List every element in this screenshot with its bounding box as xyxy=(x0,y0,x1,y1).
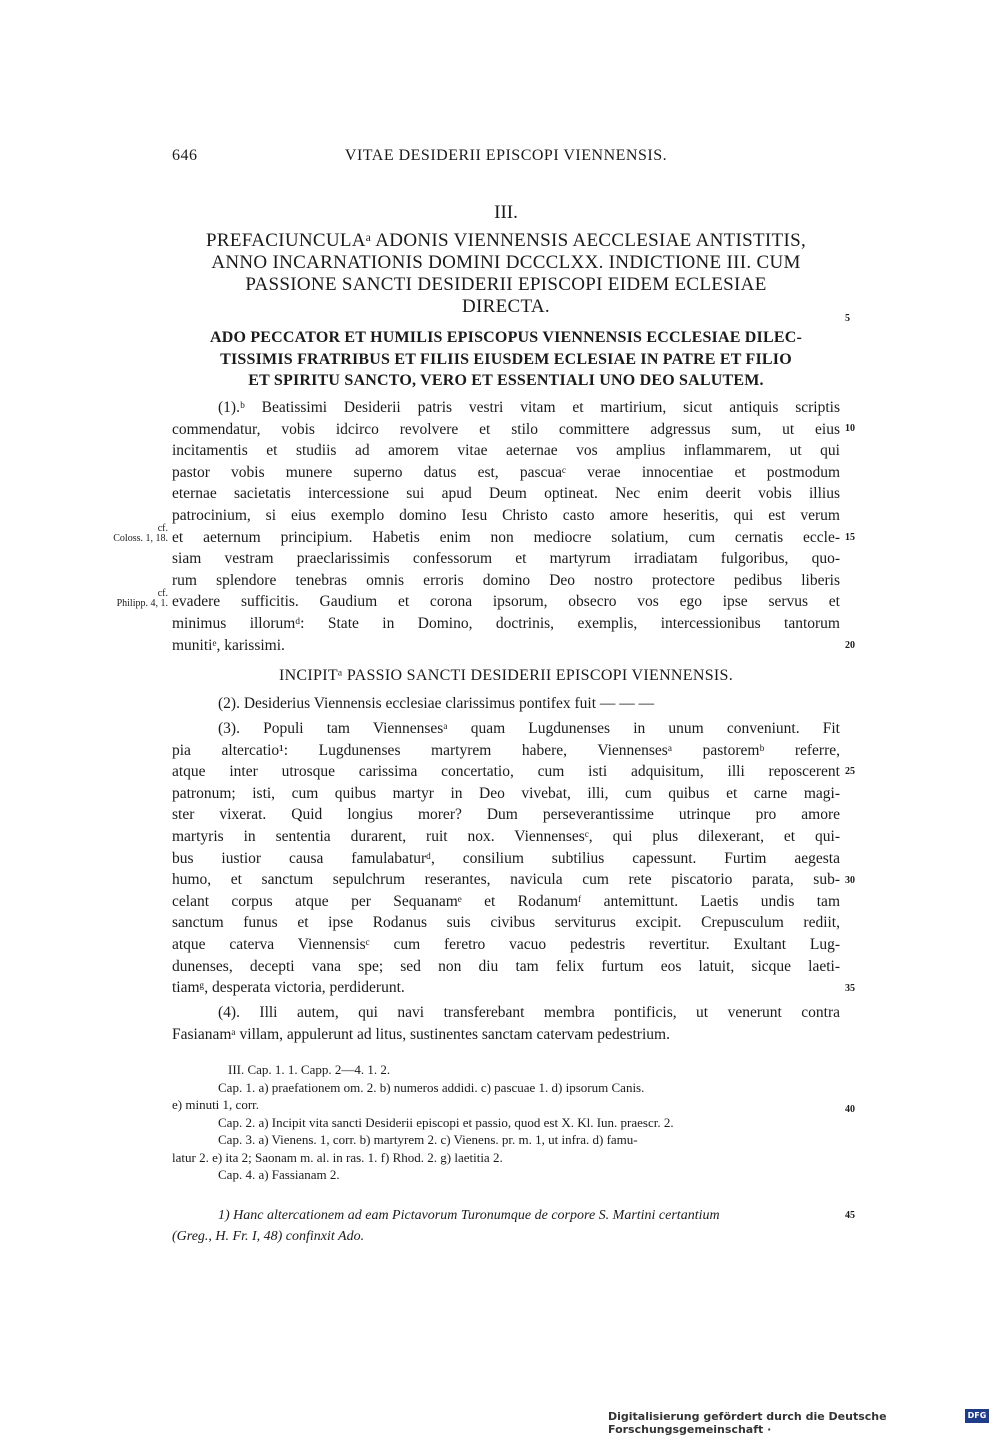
text-line: patronum; isti, cum quibus martyr in Deo vivebat, illi, cum quibus et carne magi- xyxy=(172,784,840,802)
footnote xyxy=(172,1205,840,1247)
title-line: PASSIONE SANCTI DESIDERII EPISCOPI EIDEM ECLESIAE xyxy=(245,274,767,295)
page-number: 646 xyxy=(172,147,198,164)
line-number: 5 xyxy=(845,313,850,324)
margin-citation: Philipp. 4, 1. xyxy=(116,598,168,609)
apparatus-line: Cap. 1. a) praefationem om. 2. b) numeros addidi. c) pascuae 1. d) ipsorum Canis. xyxy=(218,1079,645,1095)
text-line: (4). Illi autem, qui navi transferebant membra pontificis, ut venerunt contra xyxy=(218,1004,840,1021)
salutation xyxy=(172,327,840,392)
paragraph-2 xyxy=(172,693,840,715)
margin-reference xyxy=(94,589,168,609)
critical-apparatus xyxy=(172,1061,840,1184)
text-line: humo, et sanctum sepulchrum reserantes, navicula cum rete piscatorio parata, sub- xyxy=(172,871,840,889)
text-line: pastor vobis munere superno datus est, pascuaᶜ verae innocentiae et postmodum xyxy=(172,463,840,481)
apparatus-line: latur 2. e) ita 2; Saonam m. al. in ras. 1. f) Rhod. 2. g) laetitia 2. xyxy=(172,1149,503,1165)
text-line: evadere sufficitis. Gaudium et corona ipsorum, obsecro vos ego ipse servus et xyxy=(172,593,840,611)
paragraph-4 xyxy=(172,1002,840,1045)
margin-citation: Coloss. 1, 18. xyxy=(113,533,168,544)
text-line: sanctum funus et ipse Rodanus suis civibus serviturus excipit. Crepusculum rediit, xyxy=(172,914,840,932)
margin-cf: cf. xyxy=(157,523,168,534)
apparatus-line: Cap. 3. a) Vienens. 1, corr. b) martyrem 2. c) Vienens. pr. m. 1, ut infra. d) famu- xyxy=(218,1132,638,1147)
footnote-line: 1) Hanc altercationem ad eam Pictavorum Turonumque de corpore S. Martini certantium xyxy=(218,1208,720,1223)
section-title xyxy=(172,230,840,318)
text-line: (3). Populi tam Viennensesᵃ quam Lugdunenses in unum conveniunt. Fit xyxy=(218,720,840,737)
text-line: commendatur, vobis idcirco revolvere et stilo committere adgressus sum, ut eius xyxy=(172,420,840,438)
text-line: martyris in sententia durarent, ruit nox. Viennensesᶜ, qui plus dilexerant, et qui- xyxy=(172,827,840,845)
text-line: bus iustior causa famulabaturᵈ, consilium subtilius capessunt. Furtim aegesta xyxy=(172,849,840,867)
text-line: tiamᵍ, desperata victoria, perdiderunt. xyxy=(172,979,405,997)
paragraph-1 xyxy=(172,397,840,656)
incipit-heading: INCIPITᵃ PASSIO SANCTI DESIDERII EPISCOPI VIENNENSIS. xyxy=(278,667,734,684)
paragraph-3 xyxy=(172,718,840,999)
apparatus-line: Cap. 4. a) Fassianam 2. xyxy=(218,1167,340,1182)
text-line: atque inter utrosque carissima concertatio, cum isti adquisitum, illi reposcerent xyxy=(172,763,840,781)
footnote-line: (Greg., H. Fr. I, 48) confinxit Ado. xyxy=(172,1229,365,1244)
line-number: 45 xyxy=(845,1210,855,1221)
line-number: 20 xyxy=(845,640,855,651)
salutation-line: ET SPIRITU SANCTO, VERO ET ESSENTIALI UNO DEO SALUTEM. xyxy=(248,372,764,389)
text-line: (1).ᵇ Beatissimi Desiderii patris vestri vitam et martirium, sicut antiquis scriptis xyxy=(218,399,840,416)
text-line: incitamentis et studiis ad amorem vitae aeternae vos amplius inflammarem, ut qui xyxy=(172,442,840,460)
title-line: PREFACIUNCULAᵃ ADONIS VIENNENSIS AECCLESIAE ANTISTITIS, xyxy=(206,230,806,251)
section-number: III. xyxy=(494,202,518,223)
text-line: atque caterva Viennensisᶜ cum feretro vacuo pedestris revertitur. Exultant Lug- xyxy=(172,935,840,953)
salutation-line: TISSIMIS FRATRIBUS ET FILIIS EIUSDEM ECLESIAE IN PATRE ET FILIO xyxy=(220,350,792,368)
line-number: 30 xyxy=(845,875,855,886)
text-line: patrocinium, si eius exemplo domino Iesu Christo casto amore heseritis, qui est verum xyxy=(172,506,840,524)
text-line: et aeternum principium. Habetis enim non mediocre solatium, cum cernatis eccle- xyxy=(172,528,840,546)
line-number: 10 xyxy=(845,423,855,434)
text-line: (2). Desiderius Viennensis ecclesiae clarissimus pontifex fuit — — — xyxy=(218,695,655,712)
text-line: pia altercatio¹: Lugdunenses martyrem habere, Viennensesᵃ pastoremᵇ referre, xyxy=(172,741,840,759)
apparatus-line: e) minuti 1, corr. xyxy=(172,1097,260,1112)
text-line: dunenses, decepti vana spe; sed non diu tam felix furtum eos latuit, sicque laeti- xyxy=(172,957,840,975)
running-title: VITAE DESIDERII EPISCOPI VIENNENSIS. xyxy=(344,147,668,164)
margin-reference xyxy=(94,524,168,544)
line-number: 35 xyxy=(845,983,855,994)
text-line: munitiᵉ, karissimi. xyxy=(172,636,285,654)
apparatus-line: Cap. 2. a) Incipit vita sancti Desiderii episcopi et passio, quod est X. Kl. Iun. praescr. 2. xyxy=(218,1114,674,1130)
text-line: celant corpus atque per Sequanamᵉ et Rodanumᶠ antemittunt. Laetis undis tam xyxy=(172,892,840,910)
line-number: 25 xyxy=(845,766,855,777)
margin-cf: cf. xyxy=(157,588,168,599)
salutation-line: ADO PECCATOR ET HUMILIS EPISCOPUS VIENNENSIS ECCLESIAE DILEC- xyxy=(209,329,803,346)
text-line: eternae sacietatis intercessione sui apud Deum optineat. Nec enim deerit vobis illius xyxy=(172,485,840,503)
text-line: Fasianamᵃ villam, appulerunt ad litus, sustinentes sanctam catervam pedestrium. xyxy=(172,1025,670,1043)
digitization-credit: Digitalisierung gefördert durch die Deutsche Forschungsgemeinschaft · xyxy=(608,1410,887,1436)
dfg-logo-icon: DFG xyxy=(965,1409,989,1423)
text-line: minimus illorumᵈ: State in Domino, doctrinis, exemplis, intercessionibus tantorum xyxy=(172,614,840,632)
line-number: 40 xyxy=(845,1104,855,1115)
running-header xyxy=(172,147,840,169)
apparatus-line: III. Cap. 1. 1. Capp. 2—4. 1. 2. xyxy=(228,1062,391,1077)
text-line: ster vixerat. Quid longius morer? Dum perseverantissime utrinque pro amore xyxy=(172,806,840,824)
line-number: 15 xyxy=(845,532,855,543)
text-line: rum splendore tenebras omnis erroris domino Deo nostro protectore pedibus liberis xyxy=(172,571,840,589)
title-line: ANNO INCARNATIONIS DOMINI DCCCLXX. INDICTIONE III. CUM xyxy=(211,252,801,273)
title-line: DIRECTA. xyxy=(462,296,550,317)
text-line: siam vestram praeclarissimis confessorum et martyrum irradiatam fulgoribus, quo- xyxy=(172,550,840,568)
